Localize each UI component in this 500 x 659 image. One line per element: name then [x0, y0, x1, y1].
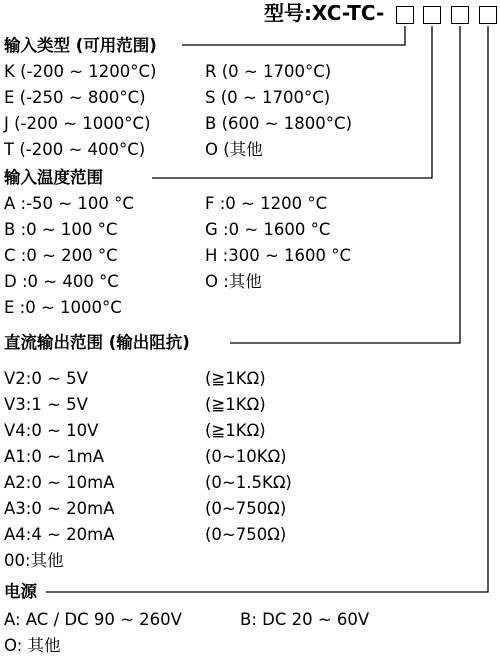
power-title: 电源 [4, 582, 37, 601]
output-code-v3: V3:1 ~ 5V [4, 395, 88, 414]
code-box-4 [479, 6, 497, 24]
output-impedance-v2: (≧1KΩ) [205, 369, 266, 388]
output-impedance-v3: (≧1KΩ) [205, 395, 266, 414]
input-type-j: J (-200 ~ 1000°C) [4, 114, 151, 133]
output-impedance-a2: (0~1.5KΩ) [205, 473, 292, 492]
input-temp-e: E :0 ~ 1000°C [4, 298, 122, 317]
code-box-2 [423, 6, 441, 24]
input-type-e: E (-250 ~ 800°C) [4, 88, 146, 107]
output-impedance-a1: (0~10KΩ) [205, 447, 287, 466]
output-impedance-a3: (0~750Ω) [205, 499, 287, 518]
output-code-v4: V4:0 ~ 10V [4, 421, 99, 440]
input-temp-title: 输入温度范围 [4, 168, 103, 187]
input-type-b: B (600 ~ 1800°C) [205, 114, 353, 133]
output-impedance-v4: (≧1KΩ) [205, 421, 266, 440]
input-temp-h: H :300 ~ 1600 °C [205, 246, 352, 265]
output-title: 直流输出范围 (输出阻抗) [4, 333, 190, 352]
output-code-a3: A3:0 ~ 20mA [4, 499, 115, 518]
code-box-1 [396, 6, 414, 24]
input-temp-a: A :-50 ~ 100 °C [4, 194, 134, 213]
input-temp-g: G :0 ~ 1600 °C [205, 220, 331, 239]
input-type-s: S (0 ~ 1700°C) [205, 88, 331, 107]
output-code-a1: A1:0 ~ 1mA [4, 447, 105, 466]
output-impedance-a4: (0~750Ω) [205, 525, 287, 544]
input-temp-f: F :0 ~ 1200 °C [205, 194, 328, 213]
input-temp-c: C :0 ~ 200 °C [4, 246, 118, 265]
model-label: 型号:XC-TC- [264, 1, 385, 25]
leader-line-input-type [182, 26, 405, 45]
input-temp-d: D :0 ~ 400 °C [4, 272, 119, 291]
power-option-a: A: AC / DC 90 ~ 260V [4, 610, 182, 629]
input-type-t: T (-200 ~ 400°C) [4, 140, 146, 159]
input-type-o: O (其他 [205, 140, 263, 159]
input-type-title: 输入类型 (可用范围) [4, 36, 157, 55]
output-code-a2: A2:0 ~ 10mA [4, 473, 115, 492]
code-box-3 [451, 6, 469, 24]
power-option-o: O: 其他 [4, 636, 61, 655]
input-temp-b: B :0 ~ 100 °C [4, 220, 118, 239]
power-option-b: B: DC 20 ~ 60V [240, 610, 370, 629]
input-type-r: R (0 ~ 1700°C) [205, 62, 332, 81]
input-type-k: K (-200 ~ 1200°C) [4, 62, 157, 81]
output-code-00: 00:其他 [4, 551, 64, 570]
output-code-v2: V2:0 ~ 5V [4, 369, 88, 388]
input-temp-o: O :其他 [205, 272, 262, 291]
output-code-a4: A4:4 ~ 20mA [4, 525, 115, 544]
